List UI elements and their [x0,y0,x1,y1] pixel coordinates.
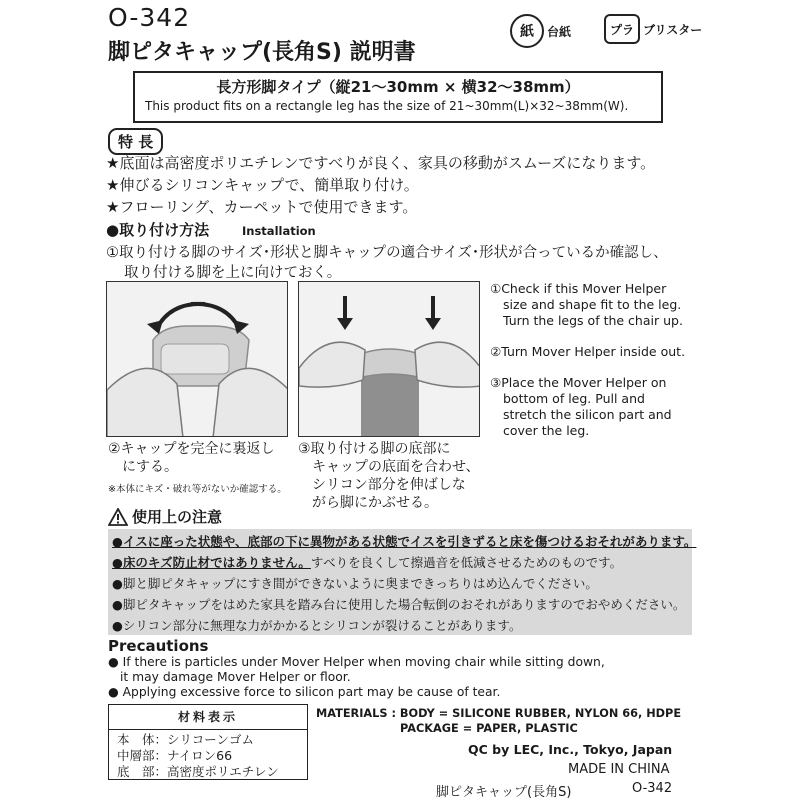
feature-item: ★底面は高密度ポリエチレンですべりが良く、家具の移動がスムーズになります。 [106,154,656,172]
precaution-line: ● Applying excessive force to silicon part may be cause of tear. [108,685,501,699]
caution-item: ●脚と脚ピタキャップにすき間ができないように奥まできっちりはめ込んでください。 [112,576,598,591]
install-en-step: ②Turn Mover Helper inside out. [490,344,686,359]
company-name: QC by LEC, Inc., Tokyo, Japan [468,742,673,757]
install-en-step: Turn the legs of the chair up. [503,313,683,328]
install-en-step: ①Check if this Mover Helper [490,281,667,296]
step2-caption: ②キャップを完全に裏返し [108,441,275,457]
step3-caption: ③取り付ける脚の底部に [298,441,451,457]
caution-heading: 使用上の注意 [132,508,223,526]
step2-photo [106,281,288,437]
caution-item: ●脚ピタキャップをはめた家具を踏み台に使用した場合転倒のおそれがありますのでおやめください。 [112,597,686,612]
materials-row: 中層部：ナイロン66 [117,748,233,763]
spec-english: This product fits on a rectangle leg has the size of 21~30mm(L)×32~38mm(W). [145,99,629,113]
product-code: O-342 [108,3,191,32]
install-heading: ●取り付け方法 [106,221,210,239]
caution-item: ●イスに座った状態や、底部の下に異物がある状態でイスを引きずると床を傷つけるおそれがあります。 [112,534,697,549]
install-heading-en: Installation [242,224,316,238]
materials-english: PACKAGE = PAPER, PLASTIC [400,722,578,735]
step3-caption: キャップの底面を合わせ、 [312,459,480,475]
warning-icon [108,508,128,526]
page-title: 脚ピタキャップ(長角S) 説明書 [108,40,416,65]
materials-row: 底 部：高密度ポリエチレン [117,764,279,779]
step2-note: ※本体にキズ・破れ等がないか確認する。 [108,484,287,495]
step2-caption: にする。 [122,459,178,475]
feature-item: ★伸びるシリコンキャップで、簡単取り付け。 [106,176,419,194]
recycle-paper-icon: 紙 [510,14,544,48]
features-heading: 特 長 [108,128,163,155]
materials-heading: 材料表示 [109,705,307,730]
install-en-step: stretch the silicon part and [503,407,672,422]
materials-english: MATERIALS : BODY = SILICONE RUBBER, NYLON 66, HDPE [316,707,682,720]
footer-product-code: O-342 [632,781,673,796]
precaution-line: it may damage Mover Helper or floor. [120,670,351,684]
recycle-plastic-mark [604,14,702,44]
install-en-step: bottom of leg. Pull and [503,391,645,406]
materials-table [108,704,308,780]
install-step1-line: ①取り付ける脚のサイズ･形状と脚キャップの適合サイズ･形状が合っているか確認し、 [106,245,668,261]
caution-item: ●シリコン部分に無理な力がかかるとシリコンが裂けることがあります。 [112,618,522,633]
caution-heading-row [108,506,222,527]
recycle-plastic-icon: プラ [604,14,640,44]
caution-item-emphasis: ●床のキズ防止材ではありません。 [112,555,311,570]
step3-illustration [299,282,480,437]
precaution-line: ● If there is particles under Mover Helper when moving chair while sitting down, [108,655,605,669]
caution-box [108,529,697,635]
country-of-origin: MADE IN CHINA [568,762,670,777]
recycle-paper-mark [510,14,571,48]
step3-caption: がら脚にかぶせる。 [312,495,438,511]
install-en-step: cover the leg. [503,423,590,438]
step3-photo [298,281,480,437]
precautions-heading: Precautions [108,637,209,655]
install-en-step: ③Place the Mover Helper on [490,375,667,390]
footer-product-name: 脚ピタキャップ(長角S) [436,785,572,800]
recycle-plastic-label: ブリスター [643,22,703,37]
spec-japanese: 長方形脚タイプ（縦21～30mm × 横32～38mm） [216,78,580,96]
install-step1-line: 取り付ける脚を上に向けておく。 [124,265,342,281]
install-en-step: size and shape fit to the leg. [503,297,682,312]
caution-item-rest: すべりを良くして擦過音を低減させるためのものです。 [310,555,623,570]
feature-item: ★フローリング、カーペットで使用できます。 [106,198,418,216]
step3-caption: シリコン部分を伸ばしな [312,477,466,493]
materials-row: 本 体：シリコーンゴム [117,732,255,747]
caution-item [112,553,622,571]
step2-illustration [107,282,288,437]
spec-box [133,71,663,123]
recycle-paper-label: 台紙 [547,24,572,39]
